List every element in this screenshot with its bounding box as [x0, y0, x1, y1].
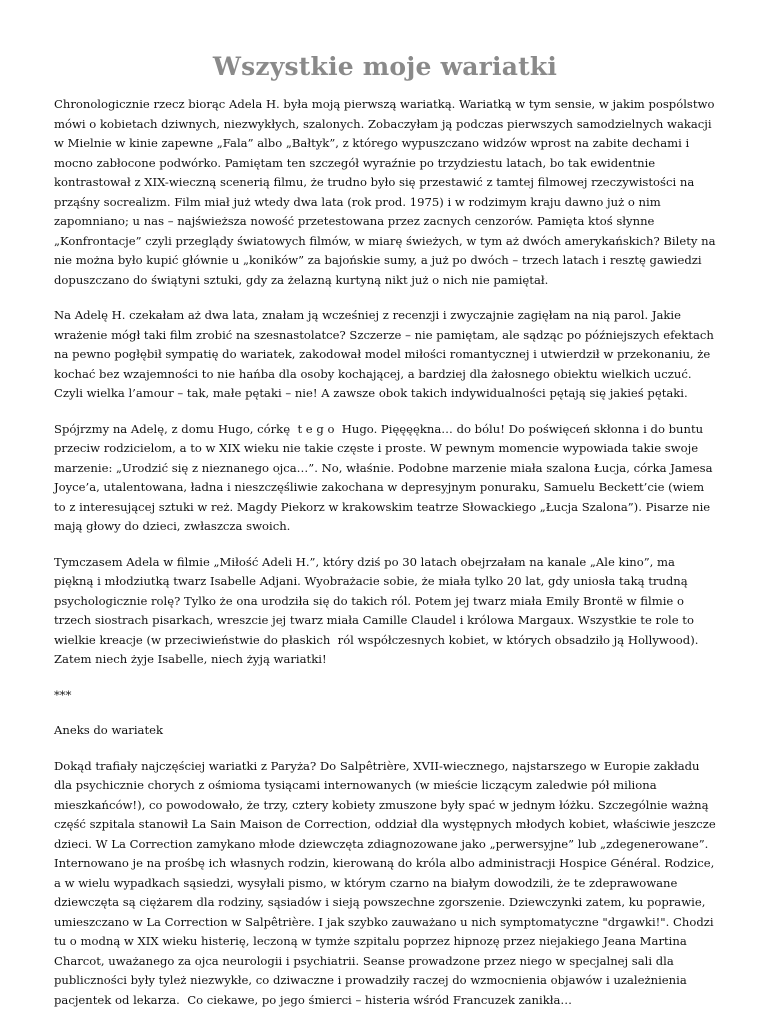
document-title: Wszystkie moje wariatki [54, 52, 716, 81]
annex-heading: Aneks do wariatek [54, 721, 716, 741]
paragraph-2: Na Adelę H. czekałam aż dwa lata, znałam ją wcześniej z recenzji i zwyczajnie zagięłam na nią parol. Jakie wrażenie mógł taki film zrobić na szesnastolatce? Szczerze – nie pamiętam, ale sądząc po późniejszych efektach na pewno pogłębił sympatię do wariatek, zakodował model miłości romantycznej i utwierdził w przekonaniu, że kochać bez wzajemności to nie hańba dla osoby kochającej, a bardziej dla żałosnego obiektu wielkich uczuć. Czyli wielka l’amour – tak, małe pętaki – nie! A zawsze obok takich indywidualności pętają się jakieś pętaki. [54, 306, 716, 404]
paragraph-4: Tymczasem Adela w filmie „Miłość Adeli H.”, który dziś po 30 latach obejrzałam na kanale „Ale kino”, ma piękną i młodziutką twarz Isabelle Adjani. Wyobrażacie sobie, że miała tylko 20 lat, gdy uniosła taką trudną psychologicznie rolę? Tylko że ona urodziła się do takich ról. Potem jej twarz miała Emily Brontë w filmie o trzech siostrach pisarkach, wreszcie jej twarz miała Camille Claudel i królowa Margaux. Wszystkie te role to wielkie kreacje (w przeciwieństwie do płaskich ról współczesnych kobiet, w których obsadziło ją Hollywood). Zatem niech żyje Isabelle, niech żyją wariatki! [54, 553, 716, 670]
annex-paragraph: Dokąd trafiały najczęściej wariatki z Paryża? Do Salpêtrière, XVII-wiecznego, najstarszego w Europie zakładu dla psychicznie chorych z ośmioma tysiącami internowanych (w mieście liczącym zaledwie pół miliona mieszkańców!), co powodowało, że trzy, cztery kobiety zmuszone były spać w jednym łóżku. Szczególnie ważną część szpitala stanowił La Sain Maison de Correction, oddział dla występnych młodych kobiet, właściwie jeszcze dzieci. W La Correction zamykano młode dziewczęta zdiagnozowane jako „perwersyjne” lub „zdegenerowane”. Internowano je na prośbę ich własnych rodzin, kierowaną do króla albo administracji Hospice Général. Rodzice, a w wielu wypadkach sąsiedzi, wysyłali pismo, w którym czarno na białym dowodzili, że te zdeprawowane dziewczęta są ciężarem dla rodziny, sąsiadów i sieją powszechne zgorszenie. Dziewczynki zatem, ku poprawie, umieszczano w La Correction w Salpêtrière. I jak szybko zauważano u nich symptomatyczne "drgawki!". Chodzi tu o modną w XIX wieku histerię, leczoną w tymże szpitalu poprzez hipnozę przez niejakiego Jeana Martina Charcot, uważanego za ojca neurologii i psychiatrii. Seanse prowadzone przez niego w specjalnej sali dla publiczności były tyleż niezwykłe, co dziwaczne i prowadziły raczej do wzmocnienia objawów i uzależnienia pacjentek od lekarza. Co ciekawe, po jego śmierci – histeria wśród Francuzek zanikła… [54, 757, 716, 1010]
paragraph-1: Chronologicznie rzecz biorąc Adela H. była moją pierwszą wariatką. Wariatką w tym sensie, w jakim pospólstwo mówi o kobietach dziwnych, niezwykłych, szalonych. Zobaczyłam ją podczas pierwszych samodzielnych wakacji w Mielnie w kinie zapewne „Fala” albo „Bałtyk”, z którego wypuszczano widzów wprost na zabite dechami i mocno zabłocone podwórko. Pamiętam ten szczegół wyraźnie po trzydziestu latach, bo tak ewidentnie kontrastował z XIX-wieczną scenerią filmu, że trudno było się przestawić z tamtej filmowej rzeczywistości na prząśny socrealizm. Film miał już wtedy dwa lata (rok prod. 1975) i w rodzimym kraju dawno już o nim zapomniano; u nas – najświeższa nowość przetestowana przez zacnych cenzorów. Pamięta ktoś słynne „Konfrontacje” czyli przeglądy światowych filmów, w miarę świeżych, w tym aż dwóch amerykańskich? Bilety na nie można było kupić głównie u „koników” za bajońskie sumy, a już po dwóch – trzech latach i resztę gawiedzi dopuszczano do świątyni sztuki, gdy za żelazną kurtyną nikt już o nich nie pamiętał. [54, 95, 716, 290]
section-separator: *** [54, 686, 716, 706]
paragraph-3: Spójrzmy na Adelę, z domu Hugo, córkę t e g o Hugo. Pięęęękna… do bólu! Do poświęceń skłonna i do buntu przeciw rodzicielom, a to w XIX wieku nie takie częste i proste. W pewnym momencie wypowiada takie swoje marzenie: „Urodzić się z nieznanego ojca…”. No, właśnie. Podobne marzenie miała szalona Łucja, córka Jamesa Joyce’a, utalentowana, ładna i nieszczęśliwie zakochana w depresyjnym ponuraku, Samuelu Beckett’cie (wiem to z interesującej sztuki w reż. Magdy Piekorz w krakowskim teatrze Słowackiego „Łucja Szalona”). Pisarze nie mają głowy do dzieci, zwłaszcza swoich. [54, 420, 716, 537]
